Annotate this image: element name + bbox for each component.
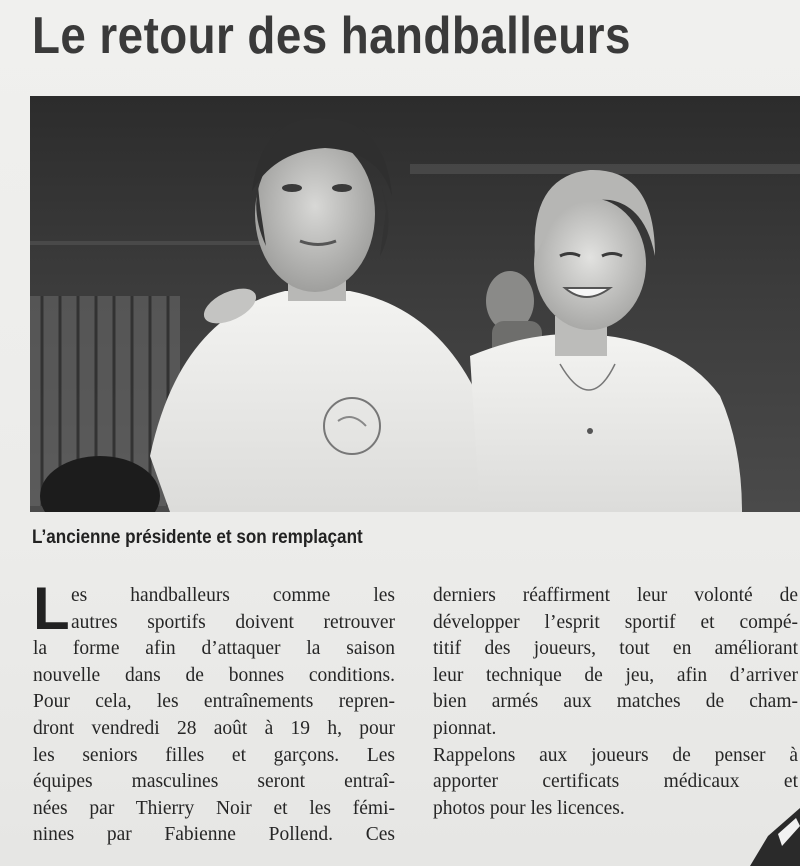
text-line: dront vendredi 28 août à 19 h, pour [33, 717, 395, 739]
text-line: nées par Thierry Noir et les fémi- [33, 797, 395, 819]
text-line: nouvelle dans de bonnes conditions. [33, 664, 395, 686]
text-line: autres sportifs doivent retrouver [71, 611, 395, 633]
text-line: apporter certificats médicaux et [433, 771, 798, 793]
text-line: titif des joueurs, tout en améliorant [433, 638, 798, 660]
text-line: nines par Fabienne Pollend. Ces [33, 824, 395, 846]
text-line: photos pour les licences. [433, 797, 625, 819]
dropcap-letter: L [33, 575, 70, 642]
text-line: Rappelons aux joueurs de penser à [433, 744, 798, 766]
article-column-right [433, 583, 798, 822]
photo-caption: L’ancienne présidente et son remplaçant [32, 527, 363, 548]
torn-corner-shape [730, 796, 800, 866]
headline: Le retour des handballeurs [32, 7, 631, 65]
text-line: la forme afin d’attaquer la saison [33, 638, 395, 660]
text-line: les seniors filles et garçons. Les [33, 744, 395, 766]
text-line: Pour cela, les entraînements repren- [33, 691, 395, 713]
text-line: bien armés aux matches de cham- [433, 691, 798, 713]
photo-illustration [30, 96, 800, 512]
article-column-left [33, 575, 395, 849]
article-photo [30, 96, 800, 512]
text-line: pionnat. [433, 717, 497, 739]
text-line: développer l’esprit sportif et compé- [433, 611, 798, 633]
text-line: derniers réaffirment leur volonté de [433, 585, 798, 606]
text-line: équipes masculines seront entraî- [33, 771, 395, 793]
text-line: leur technique de jeu, afin d’arriver [433, 664, 798, 686]
text-line: es handballeurs comme les [71, 585, 395, 606]
